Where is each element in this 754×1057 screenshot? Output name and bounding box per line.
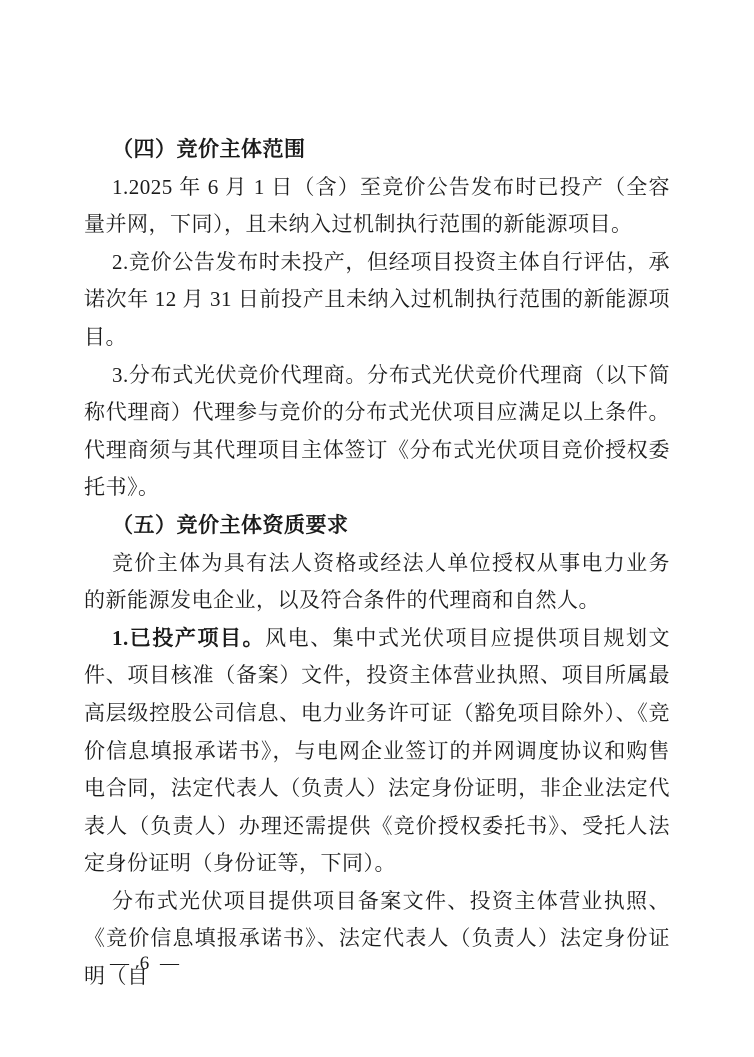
paragraph-producing-project-requirements xyxy=(84,620,670,883)
paragraph-text: 风电、集中式光伏项目应提供项目规划文件、项目核准（备案）文件，投资主体营业执照、项目所属最高层级控股公司信息、电力业务许可证（豁免项目除外）、《竞价信息填报承诺书》，与电网企业签订的并网调度协议和购售电合同，法定代表人（负责人）法定身份证明，非企业法定代表人（负责人）办理还需提供《竞价授权委托书》、受托人法定身份证明（身份证等，下同）。 xyxy=(84,625,671,876)
section-heading-5: （五）竞价主体资质要求 xyxy=(112,512,349,537)
page-number: — 6 — xyxy=(110,953,182,974)
paragraph-producing-by-announcement: 1.2025 年 6 月 1 日（含）至竞价公告发布时已投产（全容量并网，下同），且未纳入过机制执行范围的新能源项目。 xyxy=(84,174,670,237)
paragraph-distributed-pv-agent: 3.分布式光伏竞价代理商。分布式光伏竞价代理商（以下简称代理商）代理参与竞价的分布式光伏项目应满足以上条件。代理商须与其代理项目主体签订《分布式光伏项目竞价授权委托书》。 xyxy=(84,362,670,500)
paragraph-committed-projects: 2.竞价公告发布时未投产，但经项目投资主体自行评估，承诺次年 12 月 31 日前投产且未纳入过机制执行范围的新能源项目。 xyxy=(84,249,670,349)
paragraph-qualification-overview: 竞价主体为具有法人资格或经法人单位授权从事电力业务的新能源发电企业，以及符合条件的代理商和自然人。 xyxy=(84,550,670,613)
document-body xyxy=(84,131,670,996)
paragraph-bold-lead: 1.已投产项目。 xyxy=(112,625,266,650)
paragraph-distributed-pv-documents: 分布式光伏项目提供项目备案文件、投资主体营业执照、《竞价信息填报承诺书》、法定代表人（负责人）法定身份证明（自 xyxy=(84,888,670,989)
section-heading-4: （四）竞价主体范围 xyxy=(112,137,306,161)
